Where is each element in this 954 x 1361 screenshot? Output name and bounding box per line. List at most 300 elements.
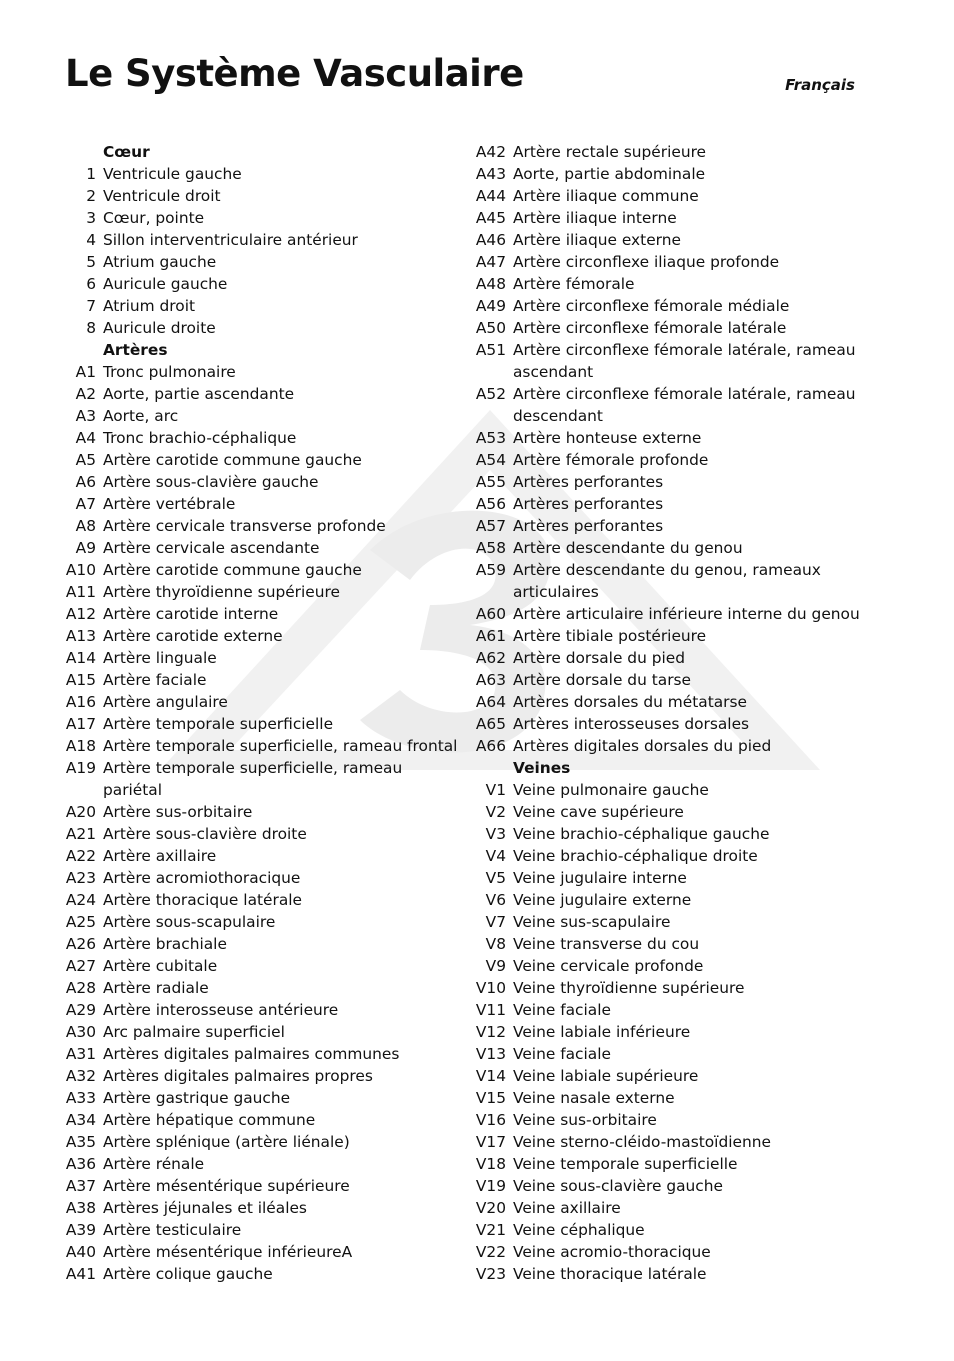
section-heading-label: Veines xyxy=(513,759,571,777)
list-item xyxy=(60,361,460,383)
item-code: V18 xyxy=(475,1155,506,1173)
item-label: Artères perforantes xyxy=(513,517,664,535)
item-code: 2 xyxy=(86,187,96,205)
item-code: A66 xyxy=(475,737,506,755)
item-code: A44 xyxy=(475,187,506,205)
list-item xyxy=(60,1065,460,1087)
item-label: Artère thoracique latérale xyxy=(103,891,303,909)
item-code: V23 xyxy=(475,1265,506,1283)
item-label: Veine brachio-céphalique droite xyxy=(513,847,758,865)
list-item xyxy=(60,559,460,581)
item-code: A42 xyxy=(475,143,506,161)
item-code: A28 xyxy=(65,979,96,997)
list-item xyxy=(470,515,870,537)
item-code: V6 xyxy=(485,891,506,909)
item-label: Artère gastrique gauche xyxy=(103,1089,291,1107)
list-item xyxy=(470,1065,870,1087)
item-code: V11 xyxy=(475,1001,506,1019)
item-code: V9 xyxy=(485,957,506,975)
item-code: A52 xyxy=(475,385,506,403)
list-item xyxy=(60,251,460,273)
list-item xyxy=(470,383,870,427)
item-code: 7 xyxy=(86,297,96,315)
list-item xyxy=(60,471,460,493)
item-label: Artère tibiale postérieure xyxy=(513,627,707,645)
item-label: Atrium droit xyxy=(103,297,196,315)
item-label: Artère dorsale du pied xyxy=(513,649,686,667)
item-label: Veine labiale inférieure xyxy=(513,1023,691,1041)
item-code: A21 xyxy=(65,825,96,843)
list-item xyxy=(470,1087,870,1109)
item-code: V3 xyxy=(485,825,506,843)
item-label: Veine faciale xyxy=(513,1001,611,1019)
item-label: Artère mésentérique supérieure xyxy=(103,1177,350,1195)
list-item xyxy=(60,449,460,471)
list-item xyxy=(60,1131,460,1153)
item-code: A43 xyxy=(475,165,506,183)
item-code: V1 xyxy=(485,781,506,799)
item-code: A48 xyxy=(475,275,506,293)
list-item xyxy=(60,757,460,801)
item-label: Arc palmaire superficiel xyxy=(103,1023,285,1041)
item-code: V21 xyxy=(475,1221,506,1239)
list-item xyxy=(470,163,870,185)
item-code: A49 xyxy=(475,297,506,315)
list-item xyxy=(60,647,460,669)
item-label: Veine cave supérieure xyxy=(513,803,684,821)
list-item xyxy=(60,713,460,735)
item-code: A29 xyxy=(65,1001,96,1019)
item-label: Cœur, pointe xyxy=(103,209,205,227)
list-item xyxy=(60,163,460,185)
item-label: Veine brachio-céphalique gauche xyxy=(513,825,770,843)
item-label: Veine sterno-cléido-mastoïdienne xyxy=(513,1133,771,1151)
list-item xyxy=(470,603,870,625)
item-label: Artères digitales palmaires propres xyxy=(103,1067,373,1085)
item-code: A33 xyxy=(65,1089,96,1107)
item-label: Artère brachiale xyxy=(103,935,227,953)
list-item xyxy=(470,1131,870,1153)
item-label: Veine cervicale profonde xyxy=(513,957,704,975)
list-item xyxy=(470,207,870,229)
list-item xyxy=(470,537,870,559)
item-code: A55 xyxy=(475,473,506,491)
list-item xyxy=(470,317,870,339)
item-code: A36 xyxy=(65,1155,96,1173)
item-code: A15 xyxy=(65,671,96,689)
list-item xyxy=(470,977,870,999)
item-label: Artère iliaque externe xyxy=(513,231,681,249)
item-code: 6 xyxy=(86,275,96,293)
section-heading xyxy=(60,141,460,163)
section-heading xyxy=(470,757,870,779)
section-heading xyxy=(60,339,460,361)
list-item xyxy=(470,933,870,955)
item-label: Veine sus-orbitaire xyxy=(513,1111,657,1129)
item-code: V5 xyxy=(485,869,506,887)
item-code: A6 xyxy=(75,473,96,491)
item-label: Tronc brachio-céphalique xyxy=(103,429,297,447)
item-code: A32 xyxy=(65,1067,96,1085)
item-label: Artère faciale xyxy=(103,671,207,689)
item-label: Aorte, arc xyxy=(103,407,179,425)
item-label: Artère iliaque interne xyxy=(513,209,677,227)
item-label: Artère colique gauche xyxy=(103,1265,273,1283)
list-item xyxy=(60,1043,460,1065)
list-item xyxy=(470,229,870,251)
list-item xyxy=(470,1021,870,1043)
item-label: Artère honteuse externe xyxy=(513,429,702,447)
list-item xyxy=(60,735,460,757)
item-label: Ventricule gauche xyxy=(103,165,242,183)
item-code: A40 xyxy=(65,1243,96,1261)
list-item xyxy=(60,1175,460,1197)
list-item xyxy=(470,691,870,713)
item-label: Veine thoracique latérale xyxy=(513,1265,707,1283)
item-label: Artère sous-clavière droite xyxy=(103,825,307,843)
list-item xyxy=(60,273,460,295)
item-label: Atrium gauche xyxy=(103,253,217,271)
list-item xyxy=(470,955,870,977)
list-item xyxy=(470,779,870,801)
item-code: A31 xyxy=(65,1045,96,1063)
item-code: V15 xyxy=(475,1089,506,1107)
list-item xyxy=(60,581,460,603)
item-code: A25 xyxy=(65,913,96,931)
list-item xyxy=(470,185,870,207)
item-code: V19 xyxy=(475,1177,506,1195)
item-label: Veine axillaire xyxy=(513,1199,621,1217)
list-item xyxy=(470,1263,870,1285)
item-code: A8 xyxy=(75,517,96,535)
item-label: Artère dorsale du tarse xyxy=(513,671,692,689)
item-code: V10 xyxy=(475,979,506,997)
item-label: Artère temporale superficielle, rameau pariétal xyxy=(103,759,403,799)
list-item xyxy=(60,1241,460,1263)
list-item xyxy=(60,867,460,889)
item-label: Artère rectale supérieure xyxy=(513,143,707,161)
item-code: A35 xyxy=(65,1133,96,1151)
item-label: Artère descendante du genou xyxy=(513,539,743,557)
item-label: Veine pulmonaire gauche xyxy=(513,781,709,799)
list-item xyxy=(470,669,870,691)
list-item xyxy=(60,317,460,339)
item-code: A19 xyxy=(65,759,96,777)
item-label: Artère acromiothoracique xyxy=(103,869,301,887)
item-code: A39 xyxy=(65,1221,96,1239)
item-code: V17 xyxy=(475,1133,506,1151)
list-item xyxy=(470,1153,870,1175)
item-label: Artère temporale superficielle xyxy=(103,715,334,733)
item-label: Artères interosseuses dorsales xyxy=(513,715,750,733)
item-code: A63 xyxy=(475,671,506,689)
item-label: Artères dorsales du métatarse xyxy=(513,693,747,711)
list-item xyxy=(60,801,460,823)
item-label: Artère iliaque commune xyxy=(513,187,699,205)
item-code: A58 xyxy=(475,539,506,557)
list-item xyxy=(470,845,870,867)
item-label: Artère sous-scapulaire xyxy=(103,913,276,931)
right-column xyxy=(470,141,870,1285)
item-code: A23 xyxy=(65,869,96,887)
item-label: Artère circonflexe fémorale latérale, rameau ascendant xyxy=(513,341,856,381)
item-code: 1 xyxy=(86,165,96,183)
language-label: Français xyxy=(785,76,855,94)
list-item xyxy=(470,647,870,669)
section-heading-label: Cœur xyxy=(103,143,150,161)
list-item xyxy=(60,383,460,405)
item-label: Veine nasale externe xyxy=(513,1089,675,1107)
item-code: 8 xyxy=(86,319,96,337)
item-label: Aorte, partie ascendante xyxy=(103,385,295,403)
item-label: Artère circonflexe iliaque profonde xyxy=(513,253,780,271)
list-item xyxy=(60,207,460,229)
list-item xyxy=(60,405,460,427)
item-code xyxy=(60,339,103,361)
list-item xyxy=(60,1219,460,1241)
item-label: Veine transverse du cou xyxy=(513,935,700,953)
item-code: A24 xyxy=(65,891,96,909)
item-label: Artère interosseuse antérieure xyxy=(103,1001,339,1019)
list-item xyxy=(60,625,460,647)
list-item xyxy=(60,823,460,845)
list-item xyxy=(470,823,870,845)
list-item xyxy=(470,427,870,449)
item-label: Veine jugulaire interne xyxy=(513,869,687,887)
item-code: A51 xyxy=(475,341,506,359)
item-label: Veine sous-clavière gauche xyxy=(513,1177,723,1195)
item-code: A64 xyxy=(475,693,506,711)
item-code: A7 xyxy=(75,495,96,513)
list-item xyxy=(60,603,460,625)
item-label: Tronc pulmonaire xyxy=(103,363,236,381)
list-item xyxy=(60,1109,460,1131)
list-item xyxy=(470,1043,870,1065)
item-label: Artère cubitale xyxy=(103,957,218,975)
item-label: Artère carotide commune gauche xyxy=(103,561,362,579)
item-label: Artère thyroïdienne supérieure xyxy=(103,583,340,601)
item-label: Veine faciale xyxy=(513,1045,611,1063)
item-code: A13 xyxy=(65,627,96,645)
list-item xyxy=(60,493,460,515)
item-code: V7 xyxy=(485,913,506,931)
list-item xyxy=(60,1087,460,1109)
list-item xyxy=(470,449,870,471)
item-code: A4 xyxy=(75,429,96,447)
item-label: Artères digitales palmaires communes xyxy=(103,1045,400,1063)
item-label: Artère sous-clavière gauche xyxy=(103,473,319,491)
list-item xyxy=(60,911,460,933)
item-code: V22 xyxy=(475,1243,506,1261)
list-item xyxy=(60,1263,460,1285)
item-code: V14 xyxy=(475,1067,506,1085)
item-label: Artère temporale superficielle, rameau frontal xyxy=(103,737,458,755)
list-item xyxy=(470,339,870,383)
item-code: A27 xyxy=(65,957,96,975)
list-item xyxy=(60,977,460,999)
list-item xyxy=(470,625,870,647)
item-label: Artère circonflexe fémorale latérale xyxy=(513,319,787,337)
item-code: A10 xyxy=(65,561,96,579)
item-label: Artère cervicale ascendante xyxy=(103,539,320,557)
item-label: Aorte, partie abdominale xyxy=(513,165,706,183)
item-code xyxy=(470,757,513,779)
left-column xyxy=(60,141,460,1285)
item-label: Artère circonflexe fémorale latérale, rameau descendant xyxy=(513,385,856,425)
list-item xyxy=(60,229,460,251)
item-code: V16 xyxy=(475,1111,506,1129)
item-code: A30 xyxy=(65,1023,96,1041)
item-code: A18 xyxy=(65,737,96,755)
item-code: A22 xyxy=(65,847,96,865)
item-code: V8 xyxy=(485,935,506,953)
item-code: A57 xyxy=(475,517,506,535)
item-code: 5 xyxy=(86,253,96,271)
list-item xyxy=(470,471,870,493)
item-label: Ventricule droit xyxy=(103,187,221,205)
item-code: A17 xyxy=(65,715,96,733)
list-item xyxy=(60,691,460,713)
list-item xyxy=(470,735,870,757)
list-item xyxy=(60,1153,460,1175)
item-label: Artère carotide interne xyxy=(103,605,279,623)
item-code: A65 xyxy=(475,715,506,733)
item-code: A59 xyxy=(475,561,506,579)
list-item xyxy=(470,141,870,163)
item-label: Veine temporale superficielle xyxy=(513,1155,738,1173)
item-code: A3 xyxy=(75,407,96,425)
item-label: Auricule droite xyxy=(103,319,216,337)
item-label: Veine labiale supérieure xyxy=(513,1067,699,1085)
item-code: A60 xyxy=(475,605,506,623)
item-label: Veine céphalique xyxy=(513,1221,645,1239)
item-code: A2 xyxy=(75,385,96,403)
item-code: A1 xyxy=(75,363,96,381)
item-code: 4 xyxy=(86,231,96,249)
list-item xyxy=(470,1219,870,1241)
item-code: A41 xyxy=(65,1265,96,1283)
list-item xyxy=(60,1021,460,1043)
item-code: A5 xyxy=(75,451,96,469)
item-label: Sillon interventriculaire antérieur xyxy=(103,231,358,249)
item-code: A37 xyxy=(65,1177,96,1195)
item-label: Veine sus-scapulaire xyxy=(513,913,671,931)
item-label: Artère cervicale transverse profonde xyxy=(103,517,386,535)
item-label: Artère fémorale xyxy=(513,275,635,293)
list-item xyxy=(60,955,460,977)
item-code xyxy=(60,141,103,163)
item-label: Artère carotide externe xyxy=(103,627,283,645)
list-item xyxy=(470,295,870,317)
section-heading-label: Artères xyxy=(103,341,168,359)
item-label: Artère carotide commune gauche xyxy=(103,451,362,469)
item-code: A14 xyxy=(65,649,96,667)
item-label: Veine thyroïdienne supérieure xyxy=(513,979,745,997)
item-code: A11 xyxy=(65,583,96,601)
item-label: Veine acromio-thoracique xyxy=(513,1243,711,1261)
list-item xyxy=(470,1197,870,1219)
item-label: Artère sus-orbitaire xyxy=(103,803,253,821)
list-item xyxy=(60,669,460,691)
item-code: A12 xyxy=(65,605,96,623)
item-code: A62 xyxy=(475,649,506,667)
list-item xyxy=(470,889,870,911)
item-code: A50 xyxy=(475,319,506,337)
list-item xyxy=(470,713,870,735)
list-item xyxy=(60,999,460,1021)
item-label: Artère mésentérique inférieureA xyxy=(103,1243,353,1261)
item-code: A54 xyxy=(475,451,506,469)
item-code: A61 xyxy=(475,627,506,645)
list-item xyxy=(60,845,460,867)
list-item xyxy=(470,251,870,273)
list-item xyxy=(60,933,460,955)
item-code: A9 xyxy=(75,539,96,557)
item-code: A38 xyxy=(65,1199,96,1217)
list-item xyxy=(470,1109,870,1131)
list-item xyxy=(470,493,870,515)
list-item xyxy=(60,427,460,449)
item-code: V12 xyxy=(475,1023,506,1041)
list-item xyxy=(60,295,460,317)
item-label: Artère testiculaire xyxy=(103,1221,242,1239)
list-item xyxy=(60,537,460,559)
item-code: A20 xyxy=(65,803,96,821)
item-label: Artère rénale xyxy=(103,1155,205,1173)
item-code: 3 xyxy=(86,209,96,227)
item-label: Artère hépatique commune xyxy=(103,1111,316,1129)
item-label: Artère splénique (artère liénale) xyxy=(103,1133,350,1151)
list-item xyxy=(470,911,870,933)
item-code: A47 xyxy=(475,253,506,271)
item-label: Artères perforantes xyxy=(513,473,664,491)
item-label: Artères jéjunales et iléales xyxy=(103,1199,307,1217)
item-code: A26 xyxy=(65,935,96,953)
item-label: Artères digitales dorsales du pied xyxy=(513,737,772,755)
item-label: Veine jugulaire externe xyxy=(513,891,692,909)
item-label: Artère descendante du genou, rameaux articulaires xyxy=(513,561,821,601)
page-title: Le Système Vasculaire xyxy=(65,52,524,95)
item-label: Artère linguale xyxy=(103,649,217,667)
item-label: Artère circonflexe fémorale médiale xyxy=(513,297,790,315)
list-item xyxy=(470,273,870,295)
list-item xyxy=(470,1175,870,1197)
item-label: Artère vertébrale xyxy=(103,495,236,513)
item-code: V13 xyxy=(475,1045,506,1063)
list-item xyxy=(470,999,870,1021)
item-label: Artère radiale xyxy=(103,979,209,997)
item-label: Artère angulaire xyxy=(103,693,228,711)
item-label: Auricule gauche xyxy=(103,275,228,293)
list-item xyxy=(60,1197,460,1219)
list-item xyxy=(60,185,460,207)
item-code: A45 xyxy=(475,209,506,227)
item-label: Artère axillaire xyxy=(103,847,217,865)
item-code: A56 xyxy=(475,495,506,513)
list-item xyxy=(470,559,870,603)
item-code: A34 xyxy=(65,1111,96,1129)
item-code: V20 xyxy=(475,1199,506,1217)
item-code: A53 xyxy=(475,429,506,447)
list-item xyxy=(470,867,870,889)
item-code: A46 xyxy=(475,231,506,249)
item-code: V2 xyxy=(485,803,506,821)
list-item xyxy=(470,1241,870,1263)
item-code: V4 xyxy=(485,847,506,865)
item-label: Artère fémorale profonde xyxy=(513,451,709,469)
list-item xyxy=(60,889,460,911)
item-label: Artères perforantes xyxy=(513,495,664,513)
